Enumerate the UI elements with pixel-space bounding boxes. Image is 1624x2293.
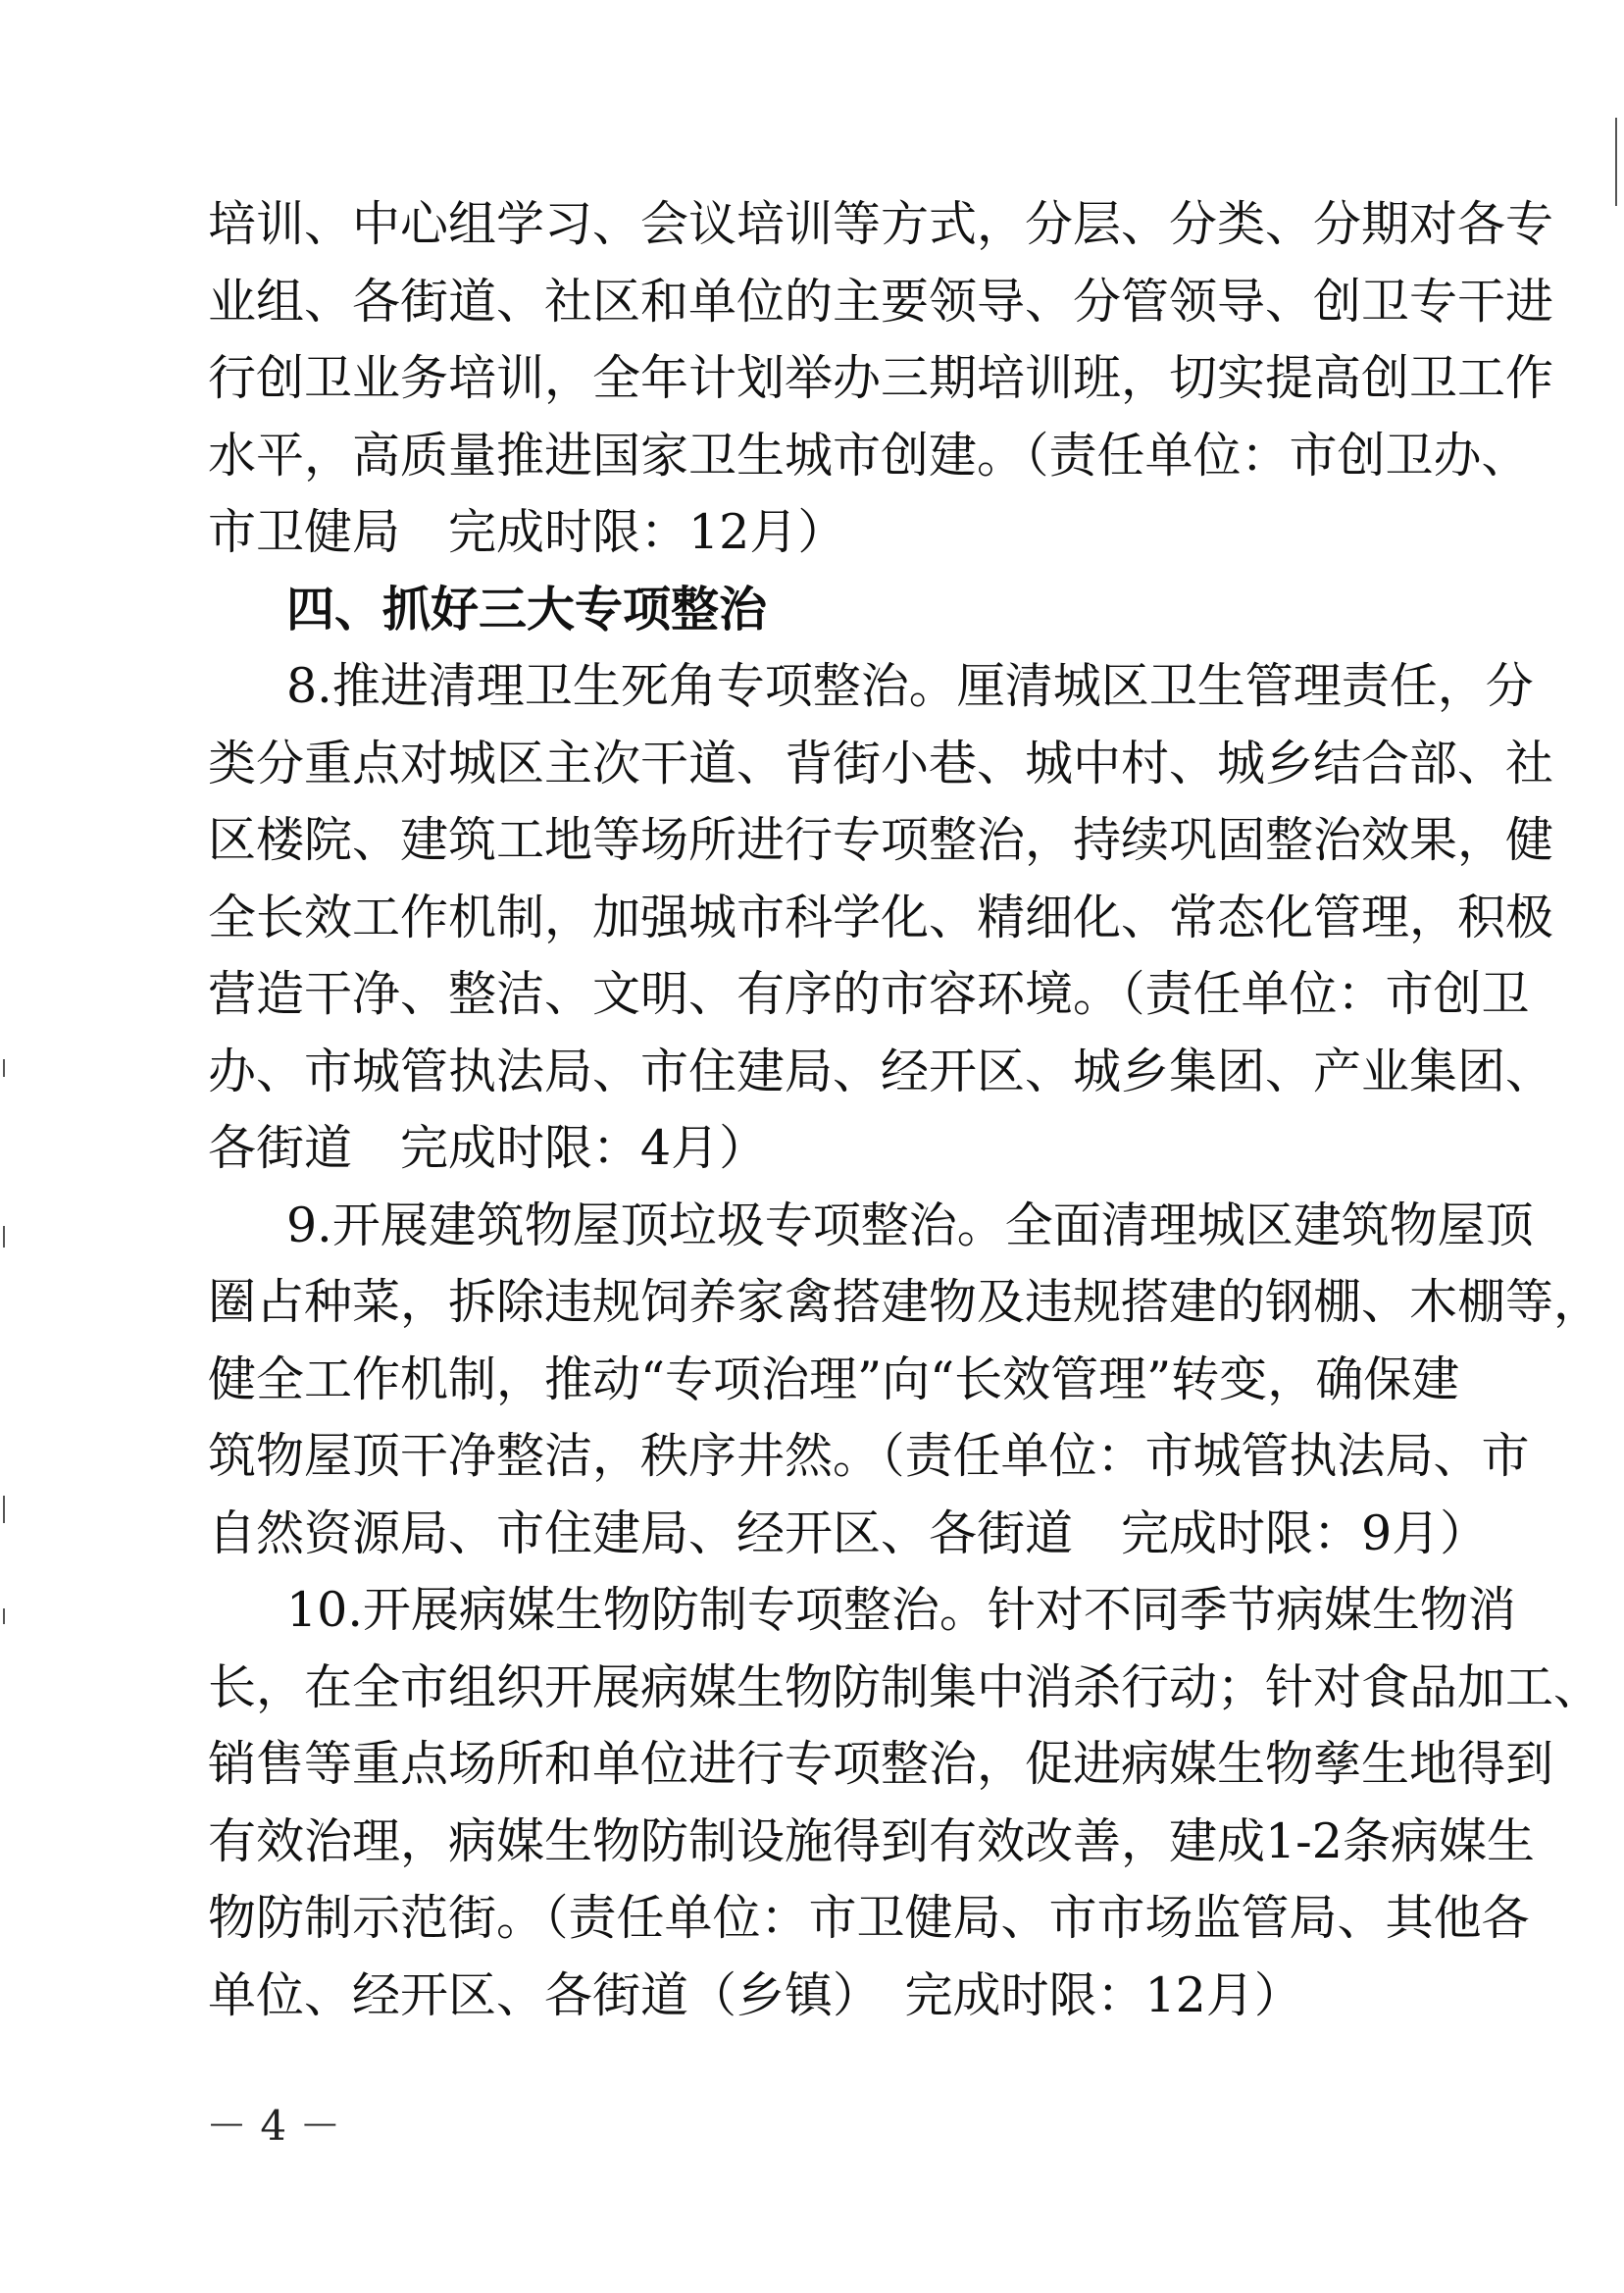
text-line: 市卫健局 完成时限：12月）	[208, 504, 846, 560]
text-line: 区楼院、建筑工地等场所进行专项整治，持续巩固整治效果，健	[208, 812, 1554, 868]
section-heading: 四、抓好三大专项整治	[286, 581, 768, 637]
text-line: 圈占种菜，拆除违规饲养家禽搭建物及违规搭建的钢棚、木棚等，	[208, 1274, 1602, 1330]
scan-edge-mark	[3, 1496, 5, 1523]
text-line: 办、市城管执法局、市住建局、经开区、城乡集团、产业集团、	[208, 1043, 1554, 1099]
text-line: 各街道 完成时限：4月）	[208, 1120, 768, 1176]
text-line: 培训、中心组学习、会议培训等方式，分层、分类、分期对各专	[208, 196, 1554, 252]
text-line: 筑物屋顶干净整洁，秩序井然。（责任单位：市城管执法局、市	[208, 1428, 1530, 1484]
text-line: 单位、经开区、各街道（乡镇） 完成时限：12月）	[208, 1966, 1302, 2023]
text-line: 水平，高质量推进国家卫生城市创建。（责任单位：市创卫办、	[208, 427, 1530, 484]
scan-edge-mark	[3, 1059, 5, 1077]
text-line: 类分重点对城区主次干道、背街小巷、城中村、城乡结合部、社	[208, 735, 1554, 791]
text-line: 自然资源局、市住建局、经开区、各街道 完成时限：9月）	[208, 1504, 1489, 1561]
text-line: 有效治理，病媒生物防制设施得到有效改善，建成1-2条病媒生	[208, 1812, 1535, 1869]
scan-edge-mark	[1615, 118, 1617, 206]
document-body	[208, 186, 1602, 2034]
text-line: 销售等重点场所和单位进行专项整治，促进病媒生物孳生地得到	[208, 1736, 1554, 1792]
page-number: － 4 －	[206, 2102, 341, 2150]
text-line: 健全工作机制，推动“专项治理”向“长效管理”转变，确保建	[208, 1350, 1460, 1407]
scan-edge-mark	[3, 1608, 5, 1624]
item-9-first-line: 9.开展建筑物屋顶垃圾专项整治。全面清理城区建筑物屋顶	[286, 1197, 1534, 1253]
item-8-first-line: 8.推进清理卫生死角专项整治。厘清城区卫生管理责任，分	[286, 658, 1534, 714]
text-line: 全长效工作机制，加强城市科学化、精细化、常态化管理，积极	[208, 889, 1554, 945]
text-line: 长，在全市组织开展病媒生物防制集中消杀行动；针对食品加工、	[208, 1658, 1602, 1715]
item-10-first-line: 10.开展病媒生物防制专项整治。针对不同季节病媒生物消	[286, 1582, 1516, 1638]
scan-edge-mark	[3, 1226, 5, 1248]
text-line: 业组、各街道、社区和单位的主要领导、分管领导、创卫专干进	[208, 273, 1554, 330]
text-line: 营造干净、整洁、文明、有序的市容环境。（责任单位：市创卫	[208, 966, 1530, 1022]
text-line: 物防制示范街。（责任单位：市卫健局、市市场监管局、其他各	[208, 1890, 1530, 1946]
text-line: 行创卫业务培训，全年计划举办三期培训班，切实提高创卫工作	[208, 350, 1554, 406]
